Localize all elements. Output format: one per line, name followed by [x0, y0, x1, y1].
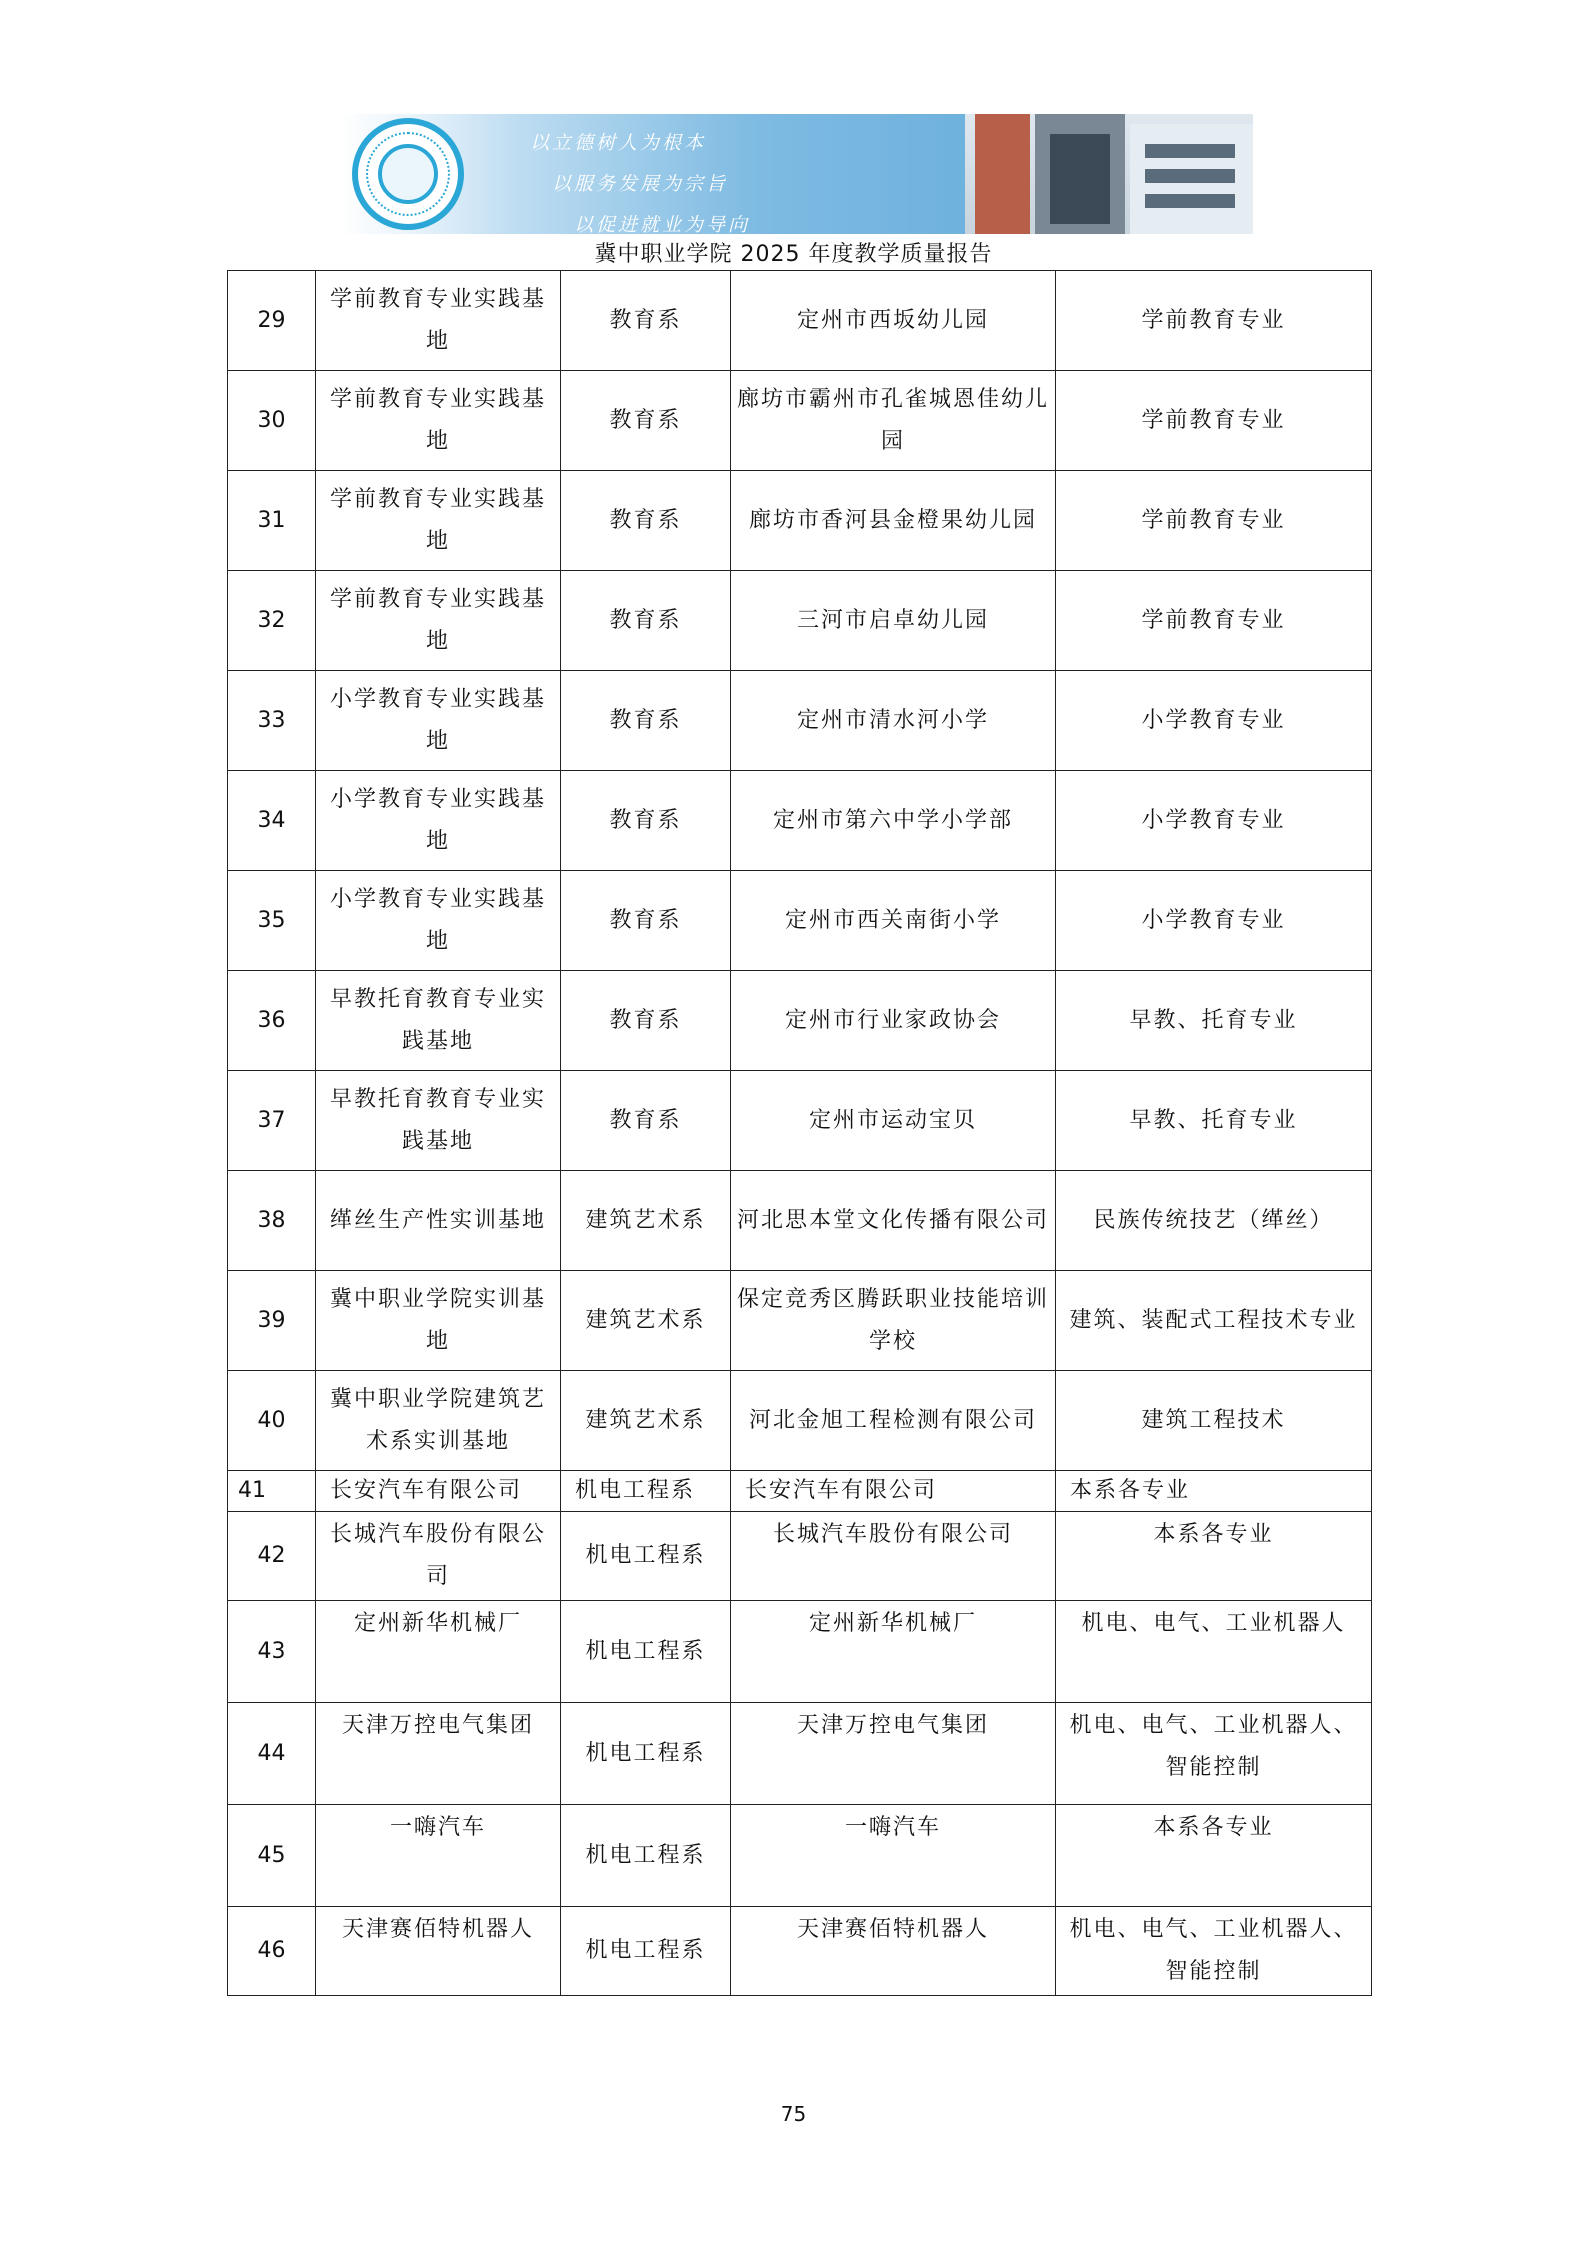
department: 教育系 [561, 671, 731, 771]
page-number: 75 [780, 2102, 807, 2126]
table-row [228, 1471, 1372, 1512]
major: 机电、电气、工业机器人、智能控制 [1056, 1703, 1372, 1805]
department: 建筑艺术系 [561, 1371, 731, 1471]
base-name: 早教托育教育专业实践基地 [316, 971, 561, 1071]
partner-unit: 廊坊市霸州市孔雀城恩佳幼儿园 [731, 371, 1056, 471]
department: 建筑艺术系 [561, 1271, 731, 1371]
partner-unit: 定州新华机械厂 [731, 1601, 1056, 1703]
department: 机电工程系 [561, 1907, 731, 1996]
row-number: 30 [228, 371, 316, 471]
major: 建筑工程技术 [1056, 1371, 1372, 1471]
department: 建筑艺术系 [561, 1171, 731, 1271]
row-number: 41 [228, 1471, 316, 1512]
department: 教育系 [561, 871, 731, 971]
row-number: 29 [228, 271, 316, 371]
table-row [228, 1907, 1372, 1996]
department: 机电工程系 [561, 1471, 731, 1512]
major: 小学教育专业 [1056, 771, 1372, 871]
partner-unit: 长城汽车股份有限公司 [731, 1512, 1056, 1601]
department: 教育系 [561, 971, 731, 1071]
base-name: 早教托育教育专业实践基地 [316, 1071, 561, 1171]
department: 教育系 [561, 371, 731, 471]
base-name: 小学教育专业实践基地 [316, 671, 561, 771]
row-number: 31 [228, 471, 316, 571]
motto-line: 以立德树人为根本 [530, 132, 707, 154]
partner-unit: 定州市运动宝贝 [731, 1071, 1056, 1171]
major: 机电、电气、工业机器人 [1056, 1601, 1372, 1703]
base-name: 学前教育专业实践基地 [316, 471, 561, 571]
partner-unit: 保定竞秀区腾跃职业技能培训学校 [731, 1271, 1056, 1371]
base-name: 学前教育专业实践基地 [316, 571, 561, 671]
base-name: 冀中职业学院实训基地 [316, 1271, 561, 1371]
department: 机电工程系 [561, 1703, 731, 1805]
major: 本系各专业 [1056, 1805, 1372, 1907]
partner-unit: 定州市西坂幼儿园 [731, 271, 1056, 371]
major: 学前教育专业 [1056, 471, 1372, 571]
partner-unit: 河北金旭工程检测有限公司 [731, 1371, 1056, 1471]
department: 教育系 [561, 771, 731, 871]
partner-unit: 天津万控电气集团 [731, 1703, 1056, 1805]
base-name: 一嗨汽车 [316, 1805, 561, 1907]
major: 机电、电气、工业机器人、智能控制 [1056, 1907, 1372, 1996]
department: 教育系 [561, 571, 731, 671]
table-row [228, 771, 1372, 871]
department: 机电工程系 [561, 1512, 731, 1601]
partner-unit: 廊坊市香河县金橙果幼儿园 [731, 471, 1056, 571]
table-row [228, 1371, 1372, 1471]
major: 建筑、装配式工程技术专业 [1056, 1271, 1372, 1371]
table-row [228, 1271, 1372, 1371]
table-row [228, 671, 1372, 771]
table-row [228, 1703, 1372, 1805]
major: 早教、托育专业 [1056, 1071, 1372, 1171]
major: 学前教育专业 [1056, 571, 1372, 671]
row-number: 36 [228, 971, 316, 1071]
row-number: 43 [228, 1601, 316, 1703]
partner-unit: 定州市第六中学小学部 [731, 771, 1056, 871]
row-number: 35 [228, 871, 316, 971]
base-name: 天津万控电气集团 [316, 1703, 561, 1805]
row-number: 34 [228, 771, 316, 871]
major: 学前教育专业 [1056, 371, 1372, 471]
row-number: 40 [228, 1371, 316, 1471]
campus-building-photo [965, 114, 1253, 234]
partner-unit: 定州市清水河小学 [731, 671, 1056, 771]
major: 早教、托育专业 [1056, 971, 1372, 1071]
row-number: 39 [228, 1271, 316, 1371]
table-row [228, 271, 1372, 371]
row-number: 38 [228, 1171, 316, 1271]
base-name: 学前教育专业实践基地 [316, 271, 561, 371]
row-number: 32 [228, 571, 316, 671]
table-row [228, 571, 1372, 671]
department: 机电工程系 [561, 1601, 731, 1703]
major: 小学教育专业 [1056, 671, 1372, 771]
partner-unit: 河北思本堂文化传播有限公司 [731, 1171, 1056, 1271]
row-number: 37 [228, 1071, 316, 1171]
row-number: 45 [228, 1805, 316, 1907]
partner-unit: 三河市启卓幼儿园 [731, 571, 1056, 671]
report-title: 冀中职业学院 2025 年度教学质量报告 [594, 242, 993, 267]
motto-line: 以服务发展为宗旨 [552, 173, 729, 195]
table-row [228, 1171, 1372, 1271]
base-name: 冀中职业学院建筑艺术系实训基地 [316, 1371, 561, 1471]
department: 教育系 [561, 271, 731, 371]
college-logo [352, 118, 464, 230]
table-row [228, 371, 1372, 471]
base-name: 小学教育专业实践基地 [316, 871, 561, 971]
major: 本系各专业 [1056, 1512, 1372, 1601]
department: 教育系 [561, 1071, 731, 1171]
partner-unit: 一嗨汽车 [731, 1805, 1056, 1907]
row-number: 42 [228, 1512, 316, 1601]
base-name: 长城汽车股份有限公司 [316, 1512, 561, 1601]
major: 学前教育专业 [1056, 271, 1372, 371]
base-name: 学前教育专业实践基地 [316, 371, 561, 471]
table-row [228, 1601, 1372, 1703]
base-name: 缂丝生产性实训基地 [316, 1171, 561, 1271]
major: 本系各专业 [1056, 1471, 1372, 1512]
base-name: 小学教育专业实践基地 [316, 771, 561, 871]
row-number: 44 [228, 1703, 316, 1805]
row-number: 46 [228, 1907, 316, 1996]
department: 机电工程系 [561, 1805, 731, 1907]
major: 小学教育专业 [1056, 871, 1372, 971]
table-row [228, 971, 1372, 1071]
table-row [228, 471, 1372, 571]
partner-unit: 天津赛佰特机器人 [731, 1907, 1056, 1996]
table-row [228, 871, 1372, 971]
table-row [228, 1512, 1372, 1601]
partner-unit: 定州市行业家政协会 [731, 971, 1056, 1071]
table-row [228, 1071, 1372, 1171]
training-base-table [227, 270, 1372, 1996]
major: 民族传统技艺（缂丝） [1056, 1171, 1372, 1271]
base-name: 天津赛佰特机器人 [316, 1907, 561, 1996]
partner-unit: 长安汽车有限公司 [731, 1471, 1056, 1512]
motto-block [530, 124, 750, 234]
motto-line: 以促进就业为导向 [574, 214, 751, 234]
partner-unit: 定州市西关南街小学 [731, 871, 1056, 971]
base-name: 定州新华机械厂 [316, 1601, 561, 1703]
row-number: 33 [228, 671, 316, 771]
header-banner [340, 114, 1253, 234]
department: 教育系 [561, 471, 731, 571]
table-row [228, 1805, 1372, 1907]
base-name: 长安汽车有限公司 [316, 1471, 561, 1512]
